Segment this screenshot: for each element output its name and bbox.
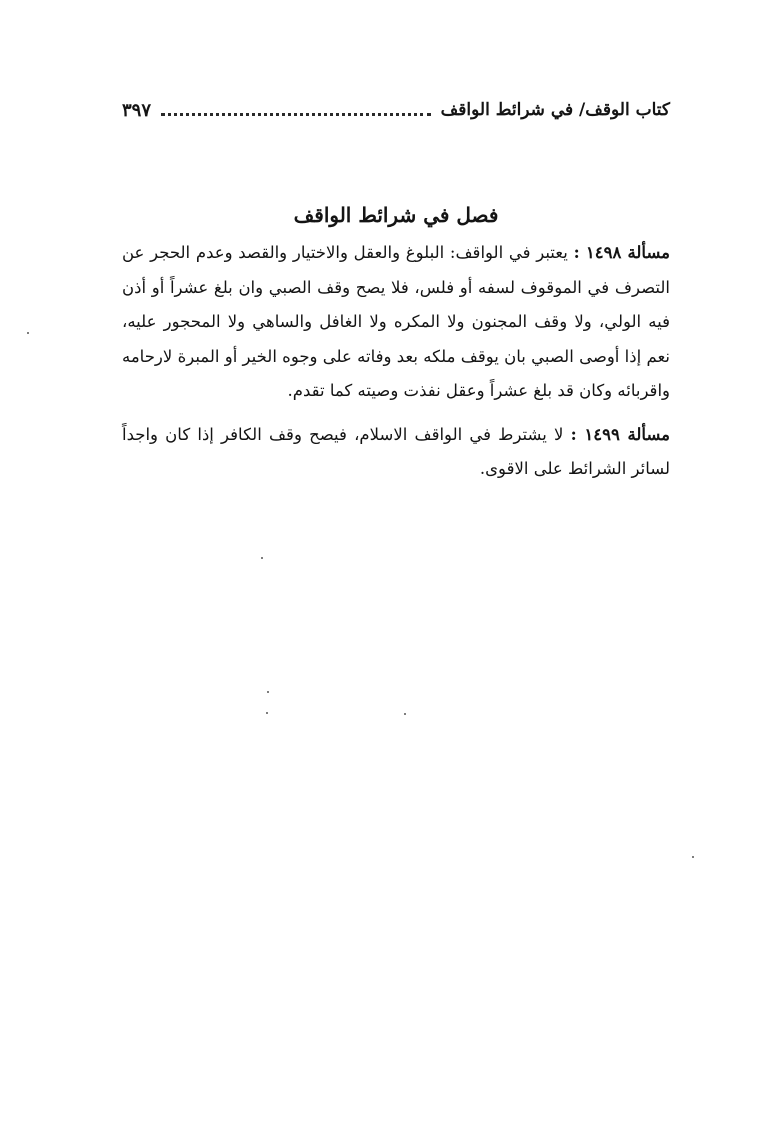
body-text [122,236,670,487]
page-number: ٣٩٧ [122,99,152,121]
issue-paragraph [122,236,670,409]
scan-speck [261,557,263,559]
scan-speck [27,332,29,334]
issue-paragraph [122,418,670,487]
section-heading: فصل في شرائط الواقف [293,203,499,227]
scan-speck [404,713,406,715]
running-header [122,93,670,127]
scan-speck [267,691,269,693]
scan-speck [266,712,268,714]
header-title: كتاب الوقف/ في شرائط الواقف [440,100,670,120]
header-dot-leader [161,113,431,116]
issue-text: يعتبر في الواقف: البلوغ والعقل والاختيار والقصد وعدم الحجر عن التصرف في الموقوف لسفه أو فلس، فلا يصح وقف الصبي وان بلغ عشراً أو أذن فيه الولي، ولا وقف المجنون ولا المكره ولا الغافل والساهي ولا المحجور عليه، نعم إذا أوصى الصبي بان يوقف ملكه بعد وفاته على وجوه الخير أو المبرة لارحامه واقربائه وكان قد بلغ عشراً وعقل نفذت وصيته كما تقدم. [122,243,670,400]
issue-label: مسألة ١٤٩٩ : [570,424,670,444]
issue-text: لا يشترط في الواقف الاسلام، فيصح وقف الكافر إذا كان واجداً لسائر الشرائط على الاقوى. [122,424,670,478]
scan-speck [692,856,694,858]
issue-label: مسألة ١٤٩٨ : [573,243,670,262]
